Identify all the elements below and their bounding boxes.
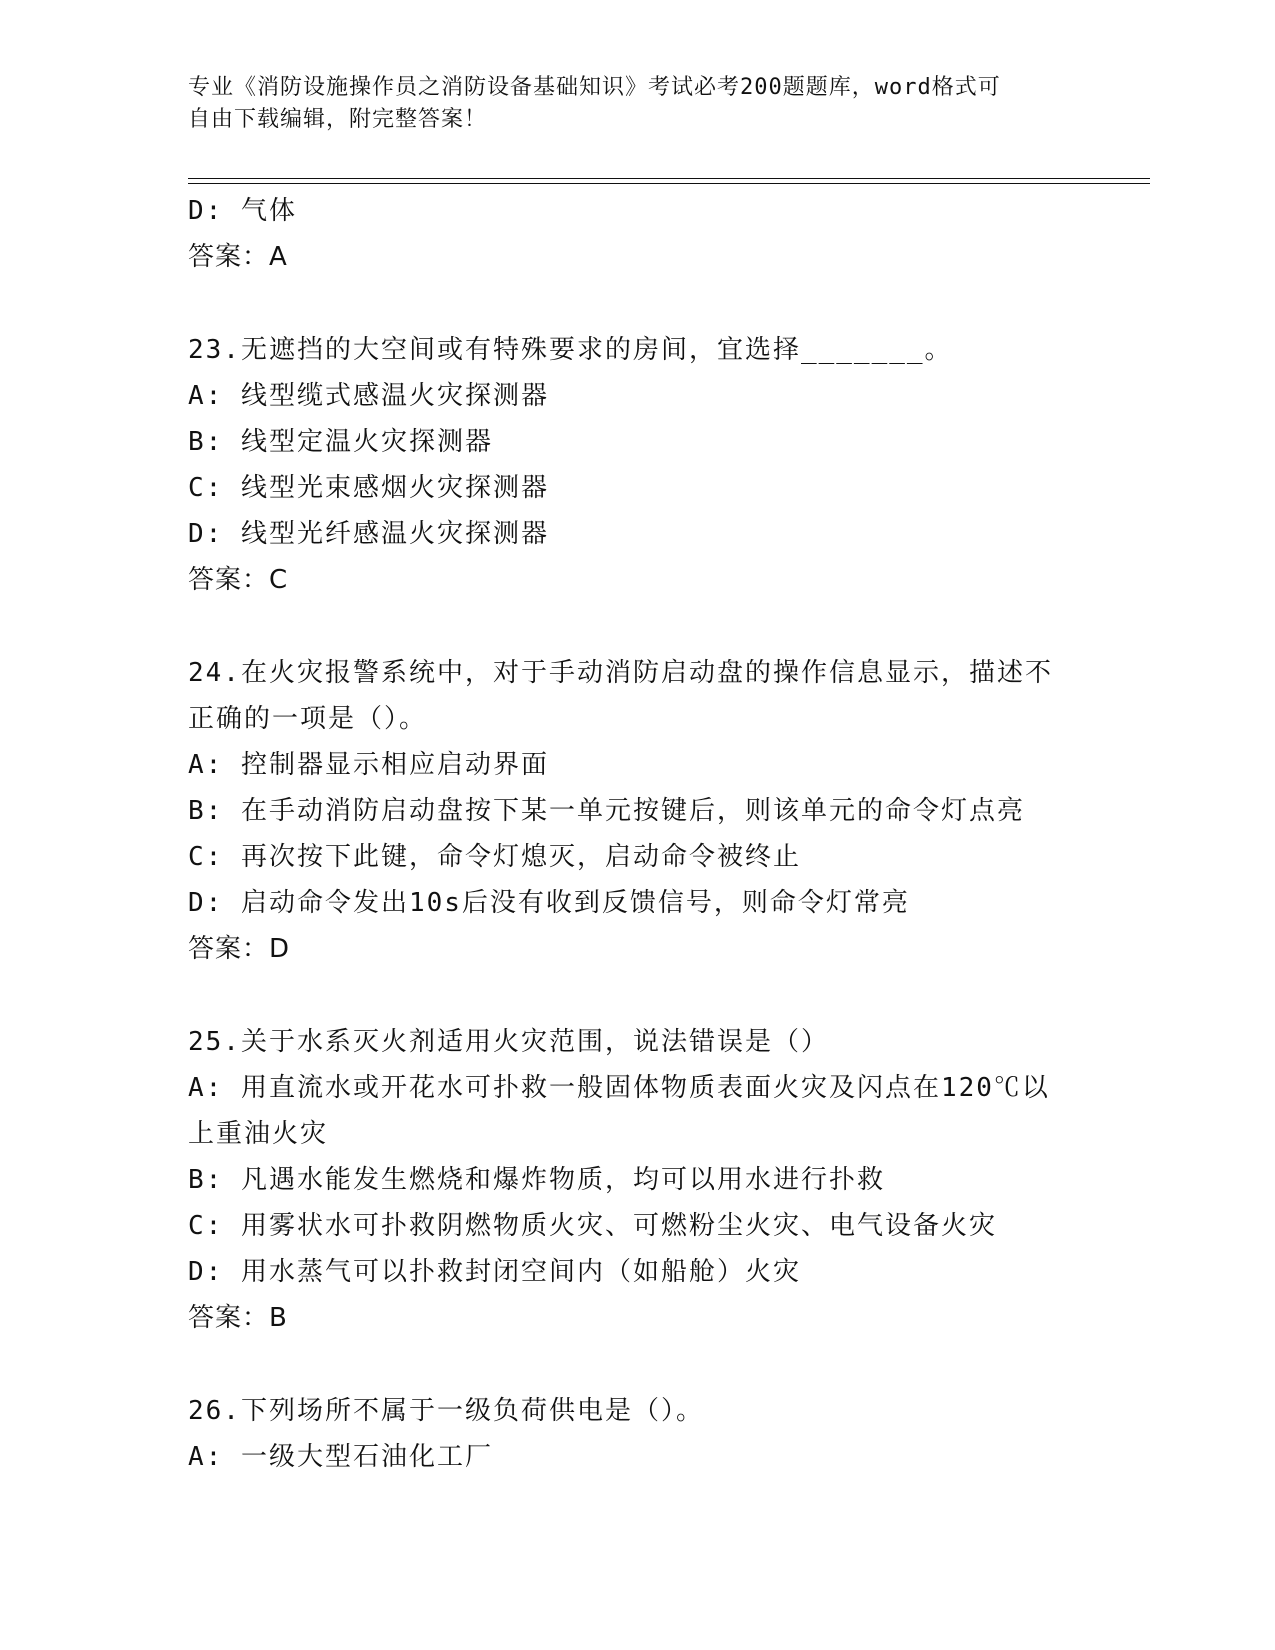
option-b: B: 凡遇水能发生燃烧和爆炸物质，均可以用水进行扑救 xyxy=(188,1165,885,1195)
option-a-line-1: A: 用直流水或开花水可扑救一般固体物质表面火灾及闪点在120℃以 xyxy=(188,1073,1050,1103)
question-stem-line-2: 正确的一项是（）。 xyxy=(188,704,428,734)
question-stem: 23.无遮挡的大空间或有特殊要求的房间，宜选择_______。 xyxy=(188,335,953,365)
option-c: C: 再次按下此键，命令灯熄灭，启动命令被终止 xyxy=(188,842,801,872)
option-a: A: 一级大型石油化工厂 xyxy=(188,1442,493,1472)
option-b: B: 在手动消防启动盘按下某一单元按键后，则该单元的命令灯点亮 xyxy=(188,796,1025,826)
option-a: A: 控制器显示相应启动界面 xyxy=(188,750,549,780)
header-divider-top xyxy=(188,178,1150,179)
answer-line: 答案：A xyxy=(188,242,288,272)
question-22-tail xyxy=(188,188,1088,280)
option-d: D: 线型光纤感温火灾探测器 xyxy=(188,519,549,549)
spacer xyxy=(188,1341,1088,1388)
question-stem-line-1: 24.在火灾报警系统中，对于手动消防启动盘的操作信息显示，描述不 xyxy=(188,658,1053,688)
spacer xyxy=(188,603,1088,650)
option-a: A: 线型缆式感温火灾探测器 xyxy=(188,381,549,411)
question-stem: 25.关于水系灭火剂适用火灾范围，说法错误是（） xyxy=(188,1027,829,1057)
header-line-2: 自由下载编辑，附完整答案！ xyxy=(188,107,488,132)
option-d: D: 用水蒸气可以扑救封闭空间内（如船舱）火灾 xyxy=(188,1257,801,1287)
spacer xyxy=(188,280,1088,327)
option-c: C: 线型光束感烟火灾探测器 xyxy=(188,473,549,503)
answer-line: 答案：D xyxy=(188,934,291,964)
spacer xyxy=(188,972,1088,1019)
question-list xyxy=(188,188,1088,1480)
option-c: C: 用雾状水可扑救阴燃物质火灾、可燃粉尘火灾、电气设备火灾 xyxy=(188,1211,997,1241)
question-26 xyxy=(188,1388,1088,1480)
header-divider-bottom xyxy=(188,183,1150,184)
option-d: D: 启动命令发出10s后没有收到反馈信号，则命令灯常亮 xyxy=(188,888,910,918)
option-a-line-2: 上重油火灾 xyxy=(188,1119,329,1149)
question-24 xyxy=(188,650,1088,972)
header-line-1: 专业《消防设施操作员之消防设备基础知识》考试必考200题题库，word格式可 xyxy=(188,75,1001,100)
option-b: B: 线型定温火灾探测器 xyxy=(188,427,493,457)
question-25 xyxy=(188,1019,1088,1341)
question-stem: 26.下列场所不属于一级负荷供电是（）。 xyxy=(188,1396,704,1426)
answer-line: 答案：C xyxy=(188,565,289,595)
question-23 xyxy=(188,327,1088,603)
document-header xyxy=(188,72,1068,136)
option-d: D: 气体 xyxy=(188,196,297,226)
answer-line: 答案：B xyxy=(188,1303,288,1333)
